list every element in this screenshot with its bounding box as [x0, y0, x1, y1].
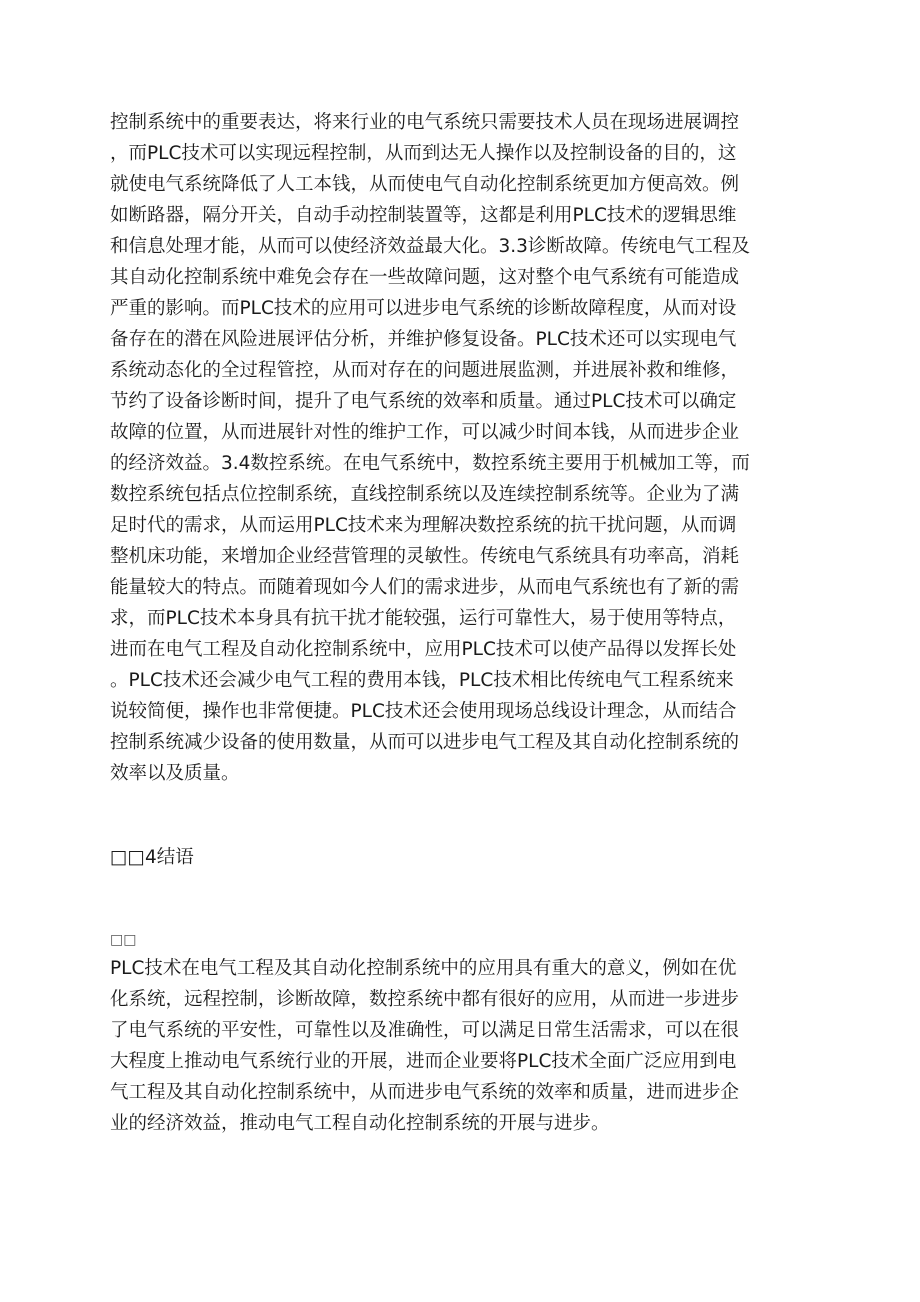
- paragraph1-line: 能量较大的特点。而随着现如今人们的需求进步，从而电气系统也有了新的需: [110, 577, 740, 598]
- paragraph2-line: 业的经济效益，推动电气工程自动化控制系统的开展与进步。: [110, 1113, 610, 1134]
- paragraph1-line: 控制系统中的重要表达，将来行业的电气系统只需要技术人员在现场进展调控: [110, 112, 740, 133]
- paragraph1-line: 和信息处理才能，从而可以使经济效益最大化。3.3诊断故障。传统电气工程及: [110, 236, 750, 257]
- paragraph1-line: 节约了设备诊断时间，提升了电气系统的效率和质量。通过PLC技术可以确定: [110, 391, 737, 412]
- paragraph1-line: 就使电气系统降低了人工本钱，从而使电气自动化控制系统更加方便高效。例: [110, 174, 740, 195]
- paragraph1-line: 说较简便，操作也非常便捷。PLC技术还会使用现场总线设计理念，从而结合: [110, 701, 737, 722]
- placeholder-boxes: □□: [110, 932, 137, 948]
- paragraph1-line: 数控系统包括点位控制系统，直线控制系统以及连续控制系统等。企业为了满: [110, 484, 740, 505]
- paragraph1-line: 系统动态化的全过程管控，从而对存在的问题进展监测，并进展补救和维修，: [110, 360, 740, 381]
- paragraph1-line: 的经济效益。3.4数控系统。在电气系统中，数控系统主要用于机械加工等，而: [110, 453, 750, 474]
- paragraph2-line: 了电气系统的平安性，可靠性以及准确性，可以满足日常生活需求，可以在很: [110, 1020, 740, 1041]
- paragraph2-line: 气工程及其自动化控制系统中，从而进步电气系统的效率和质量，进而进步企: [110, 1082, 740, 1103]
- paragraph1-line: 如断路器，隔分开关，自动手动控制装置等，这都是利用PLC技术的逻辑思维: [110, 205, 737, 226]
- paragraph1-line: 足时代的需求，从而运用PLC技术来为理解决数控系统的抗干扰问题，从而调: [110, 515, 737, 536]
- paragraph1-line: 严重的影响。而PLC技术的应用可以进步电气系统的诊断故障程度，从而对设: [110, 298, 737, 319]
- paragraph1-line: 整机床功能，来增加企业经营管理的灵敏性。传统电气系统具有功率高，消耗: [110, 546, 740, 567]
- paragraph2-line: 大程度上推动电气系统行业的开展，进而企业要将PLC技术全面广泛应用到电: [110, 1051, 737, 1072]
- section-heading: □□4结语: [110, 847, 194, 868]
- paragraph1-line: 。PLC技术还会减少电气工程的费用本钱，PLC技术相比传统电气工程系统来: [110, 670, 734, 691]
- paragraph2-line: 化系统，远程控制，诊断故障，数控系统中都有很好的应用，从而进一步进步: [110, 989, 740, 1010]
- paragraph1-line: 控制系统减少设备的使用数量，从而可以进步电气工程及其自动化控制系统的: [110, 732, 740, 753]
- paragraph1-line: 进而在电气工程及自动化控制系统中，应用PLC技术可以使产品得以发挥长处: [110, 639, 737, 660]
- paragraph2-line: PLC技术在电气工程及其自动化控制系统中的应用具有重大的意义，例如在优: [110, 958, 737, 979]
- paragraph1-line: 效率以及质量。: [110, 763, 240, 784]
- paragraph1-line: ，而PLC技术可以实现远程控制，从而到达无人操作以及控制设备的目的，这: [110, 143, 737, 164]
- paragraph1-line: 求，而PLC技术本身具有抗干扰才能较强，运行可靠性大，易于使用等特点，: [110, 608, 737, 629]
- paragraph1-line: 其自动化控制系统中难免会存在一些故障问题，这对整个电气系统有可能造成: [110, 267, 740, 288]
- paragraph1-line: 备存在的潜在风险进展评估分析，并维护修复设备。PLC技术还可以实现电气: [110, 329, 737, 350]
- paragraph1-line: 故障的位置，从而进展针对性的维护工作，可以减少时间本钱，从而进步企业: [110, 422, 740, 443]
